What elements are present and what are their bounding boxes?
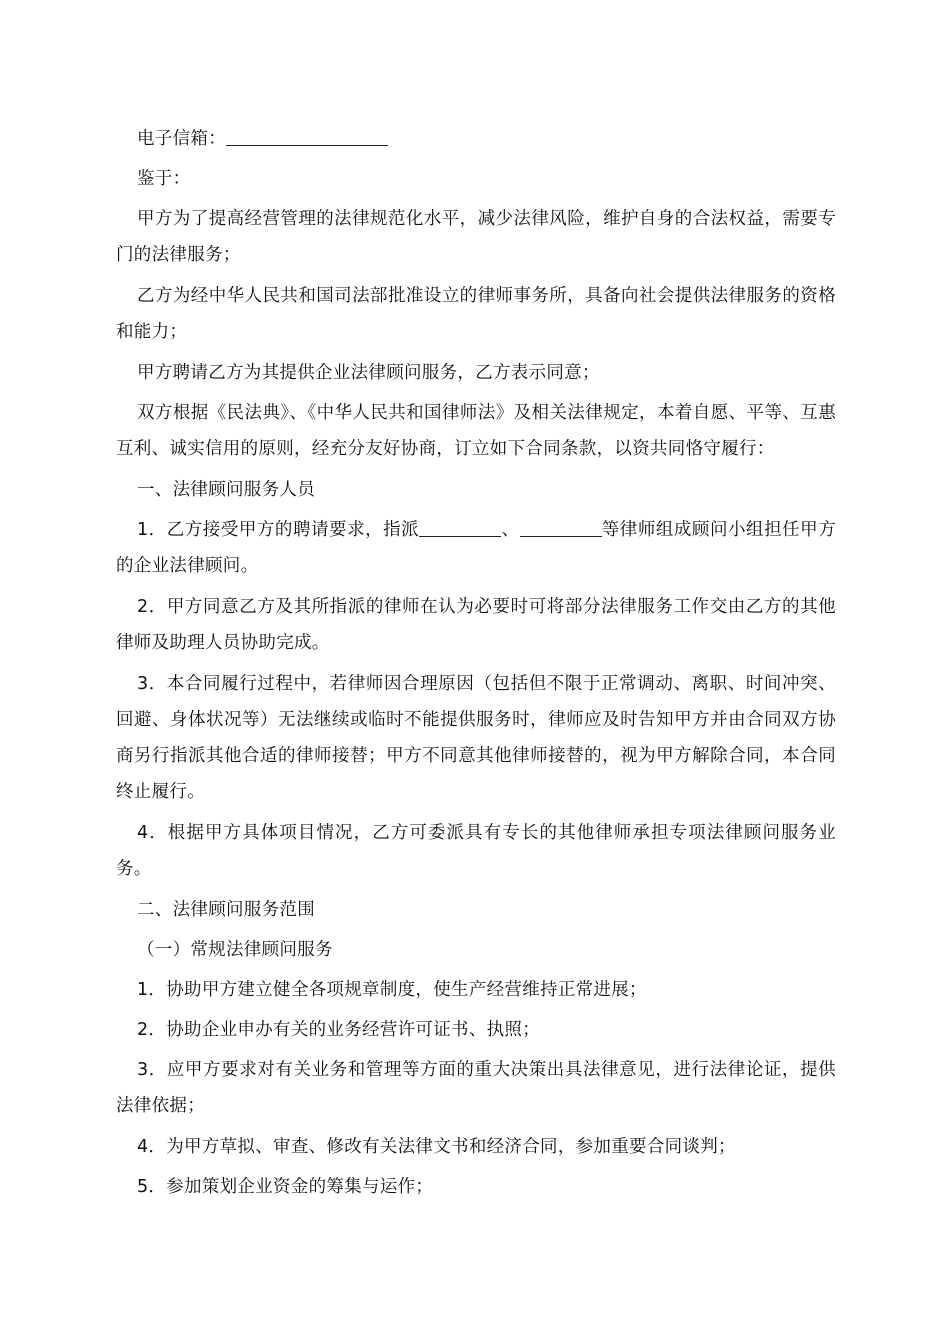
section-1-item-2: 2．甲方同意乙方及其所指派的律师在认为必要时可将部分法律服务工作交由乙方的其他律师及助理人员协助完成。 — [116, 597, 836, 653]
whereas-heading: 鉴于： — [137, 169, 191, 189]
document-body — [116, 121, 836, 1209]
item-1-prefix: 1．乙方接受甲方的聘请要求，指派 — [137, 520, 420, 540]
section-1-item-3: 3．本合同履行过程中，若律师因合理原因（包括但不限于正常调动、离职、时间冲突、回避、身体状况等）无法继续或临时不能提供服务时，律师应及时告知甲方并由合同双方协商另行指派其他合适的律师接替；甲方不同意其他律师接替的，视为甲方解除合同，本合同终止履行。 — [116, 674, 836, 802]
email-blank — [226, 127, 388, 146]
email-line — [116, 121, 836, 157]
recital-d: 双方根据《民法典》、《中华人民共和国律师法》及相关法律规定，本着自愿、平等、互惠互利、诚实信用的原则，经充分友好协商，订立如下合同条款，以资共同恪守履行： — [116, 403, 836, 459]
lawyer-name-blank-2 — [520, 518, 602, 537]
section-1-item-1 — [116, 512, 836, 584]
email-label: 电子信箱： — [137, 129, 226, 149]
section-2-item-2: 2．协助企业申办有关的业务经营许可证书、执照； — [137, 1020, 541, 1040]
section-1-title: 一、法律顾问服务人员 — [137, 480, 315, 500]
section-2-item-4: 4．为甲方草拟、审查、修改有关法律文书和经济合同，参加重要合同谈判； — [137, 1137, 736, 1157]
section-2-subtitle: （一）常规法律顾问服务 — [137, 940, 333, 960]
section-2-title: 二、法律顾问服务范围 — [137, 900, 315, 920]
recital-c: 甲方聘请乙方为其提供企业法律顾问服务，乙方表示同意； — [137, 363, 600, 383]
section-2-item-1: 1．协助甲方建立健全各项规章制度，使生产经营维持正常进展； — [137, 980, 647, 1000]
section-1-item-4: 4．根据甲方具体项目情况，乙方可委派具有专长的其他律师承担专项法律顾问服务业务。 — [116, 823, 836, 879]
item-1-separator: 、 — [501, 520, 520, 540]
recital-a: 甲方为了提高经营管理的法律规范化水平，减少法律风险，维护自身的合法权益，需要专门的法律服务； — [116, 209, 836, 265]
item-1-suffix: 等律师组成顾问小组担任甲方的企业法律顾问。 — [116, 520, 836, 576]
section-2-item-3: 3．应甲方要求对有关业务和管理等方面的重大决策出具法律意见，进行法律论证，提供法律依据； — [116, 1060, 836, 1116]
recital-b: 乙方为经中华人民共和国司法部批准设立的律师事务所，具备向社会提供法律服务的资格和能力； — [116, 286, 836, 342]
lawyer-name-blank-1 — [419, 518, 501, 537]
section-2-item-5: 5．参加策划企业资金的筹集与运作； — [137, 1177, 434, 1197]
